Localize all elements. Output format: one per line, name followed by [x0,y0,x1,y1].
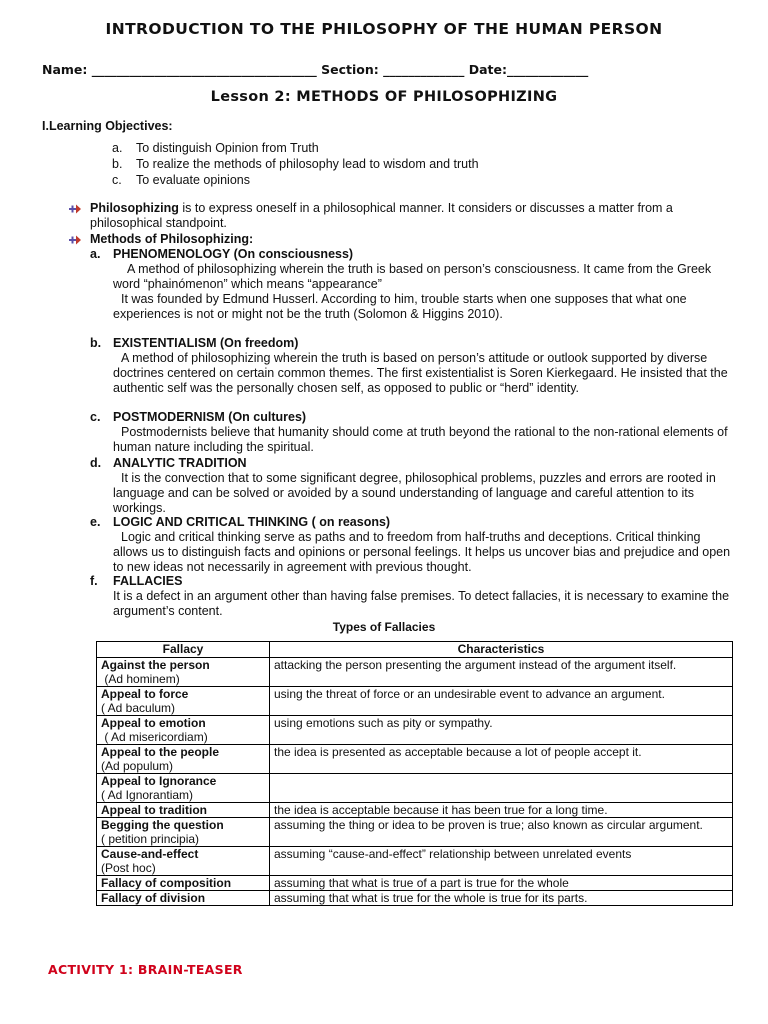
method-fallacies [90,574,738,619]
fallacy-name: Appeal to tradition [101,803,207,817]
fallacy-characteristic: the idea is acceptable because it has been true for a long time. [270,803,733,818]
method-heading: FALLACIES [113,574,183,588]
method-logic-critical-thinking [90,515,738,575]
fallacy-characteristic: assuming “cause-and-effect” relationship between unrelated events [270,847,733,876]
fallacy-name: Begging the question [101,818,224,832]
method-heading: PHENOMENOLOGY (On consciousness) [113,247,354,261]
method-paragraph: It is the convection that to some significant degree, philosophical problems, puzzles and errors are rooted in language and can be solved or avoided by a sound understanding of language and careful attention to its workings. [113,471,716,515]
table-row [97,818,733,847]
method-existentialism [90,336,738,396]
method-postmodernism [90,410,738,455]
fallacy-latin: (Post hoc) [101,861,156,875]
objective-text: To realize the methods of philosophy lead to wisdom and truth [136,157,479,171]
column-header: Fallacy [97,642,270,658]
method-heading: EXISTENTIALISM (On freedom) [113,336,299,350]
objective-text: To evaluate opinions [136,173,250,187]
objective-marker: c. [112,173,122,187]
fallacy-characteristic: assuming the thing or idea to be proven is true; also known as circular argument. [270,818,733,847]
document-title: INTRODUCTION TO THE PHILOSOPHY OF THE HUMAN PERSON [105,20,663,38]
method-marker: e. [90,515,101,529]
fallacy-characteristic: assuming that what is true for the whole is true for its parts. [270,891,733,906]
arrow-plus-bullet-icon [68,201,90,215]
method-marker: d. [90,456,102,470]
table-header-row [97,642,733,658]
table-row [97,876,733,891]
fallacy-characteristic: the idea is presented as acceptable because a lot of people accept it. [270,745,733,774]
fallacy-name: Appeal to Ignorance [101,774,217,788]
objective-marker: b. [112,157,123,171]
fallacy-latin: ( Ad misericordiam) [101,730,208,744]
objective-marker: a. [112,141,123,155]
fallacy-name: Fallacy of composition [101,876,232,890]
objective-item [112,172,479,188]
fallacy-characteristic: using the threat of force or an undesirable event to advance an argument. [270,687,733,716]
table-row [97,687,733,716]
method-paragraph: A method of philosophizing wherein the truth is based on person’s consciousness. It came from the Greek word “phainómenon” which means “appearance” [113,262,712,291]
fallacy-name: Appeal to force [101,687,189,701]
fallacy-characteristic [270,774,733,803]
method-marker: f. [90,574,98,588]
objective-item [112,140,479,156]
objective-text: To distinguish Opinion from Truth [136,141,319,155]
method-heading: POSTMODERNISM (On cultures) [113,410,307,424]
fallacy-name: Appeal to the people [101,745,220,759]
method-marker: a. [90,247,101,261]
fallacy-characteristic: using emotions such as pity or sympathy. [270,716,733,745]
method-analytic-tradition [90,456,738,516]
fallacy-characteristic: attacking the person presenting the argument instead of the argument itself. [270,658,733,687]
table-row [97,716,733,745]
method-heading: ANALYTIC TRADITION [113,456,247,470]
table-row [97,745,733,774]
lesson-title: Lesson 2: METHODS OF PHILOSOPHIZING [210,89,558,105]
philosophizing-definition-text: is to express oneself in a philosophical manner. It considers or discusses a matter from a philosophical standpoint. [90,201,673,230]
method-paragraph: A method of philosophizing wherein the truth is based on person’s attitude or outlook supported by diverse doctrines centered on certain common themes. The first existentialist is Soren Kierkegaard. He insisted that the authentic self was the personally chosen self, as opposed to public or “herd” identity. [113,351,728,395]
column-header: Characteristics [270,642,733,658]
table-row [97,891,733,906]
table-title: Types of Fallacies [332,620,436,634]
method-paragraph: Logic and critical thinking serve as paths and to freedom from half-truths and deceptions. Critical thinking allows us to distinguish facts and opinions or personal feelings. It helps us uncover bias and prejudice and open to new ideas not necessarily in agreement with previous thought. [113,530,731,574]
fallacy-name: Cause-and-effect [101,847,199,861]
objectives-heading: I.Learning Objectives: [42,119,173,133]
fallacy-latin: ( petition principia) [101,832,200,846]
fallacy-name: Against the person [101,658,210,672]
philosophizing-definition [68,201,738,231]
method-heading: LOGIC AND CRITICAL THINKING ( on reasons) [113,515,391,529]
method-phenomenology [90,247,738,322]
methods-heading-row [68,232,738,247]
table-row [97,803,733,818]
methods-heading: Methods of Philosophizing: [90,232,254,246]
method-paragraph: It was founded by Edmund Husserl. According to him, trouble starts when one supposes that what one experiences is not or might not be the truth (Solomon & Higgins 2010). [113,292,687,321]
arrow-plus-bullet-icon [68,232,90,246]
fallacies-table [96,641,733,906]
method-paragraph: Postmodernists believe that humanity should come at truth beyond the rational to the non-rational elements of human nature including the spiritual. [113,425,728,454]
table-row [97,847,733,876]
name-section-date-line: Name: ____________________________________ Section: _____________ Date:_____________ [42,62,589,77]
fallacy-latin: ( Ad Ignorantiam) [101,788,194,802]
method-marker: c. [90,410,101,424]
fallacy-latin: ( Ad baculum) [101,701,176,715]
fallacy-name: Fallacy of division [101,891,206,905]
objective-item [112,156,479,172]
method-paragraph: It is a defect in an argument other than having false premises. To detect fallacies, it is necessary to examine the argument’s content. [113,589,730,618]
fallacy-latin: (Ad hominem) [101,672,180,686]
fallacy-latin: (Ad populum) [101,759,174,773]
activity-heading: ACTIVITY 1: BRAIN-TEASER [48,962,243,977]
method-marker: b. [90,336,102,350]
philosophizing-term: Philosophizing [90,201,179,215]
table-row [97,774,733,803]
objectives-list [112,140,479,188]
table-row [97,658,733,687]
fallacy-name: Appeal to emotion [101,716,206,730]
fallacy-characteristic: assuming that what is true of a part is true for the whole [270,876,733,891]
